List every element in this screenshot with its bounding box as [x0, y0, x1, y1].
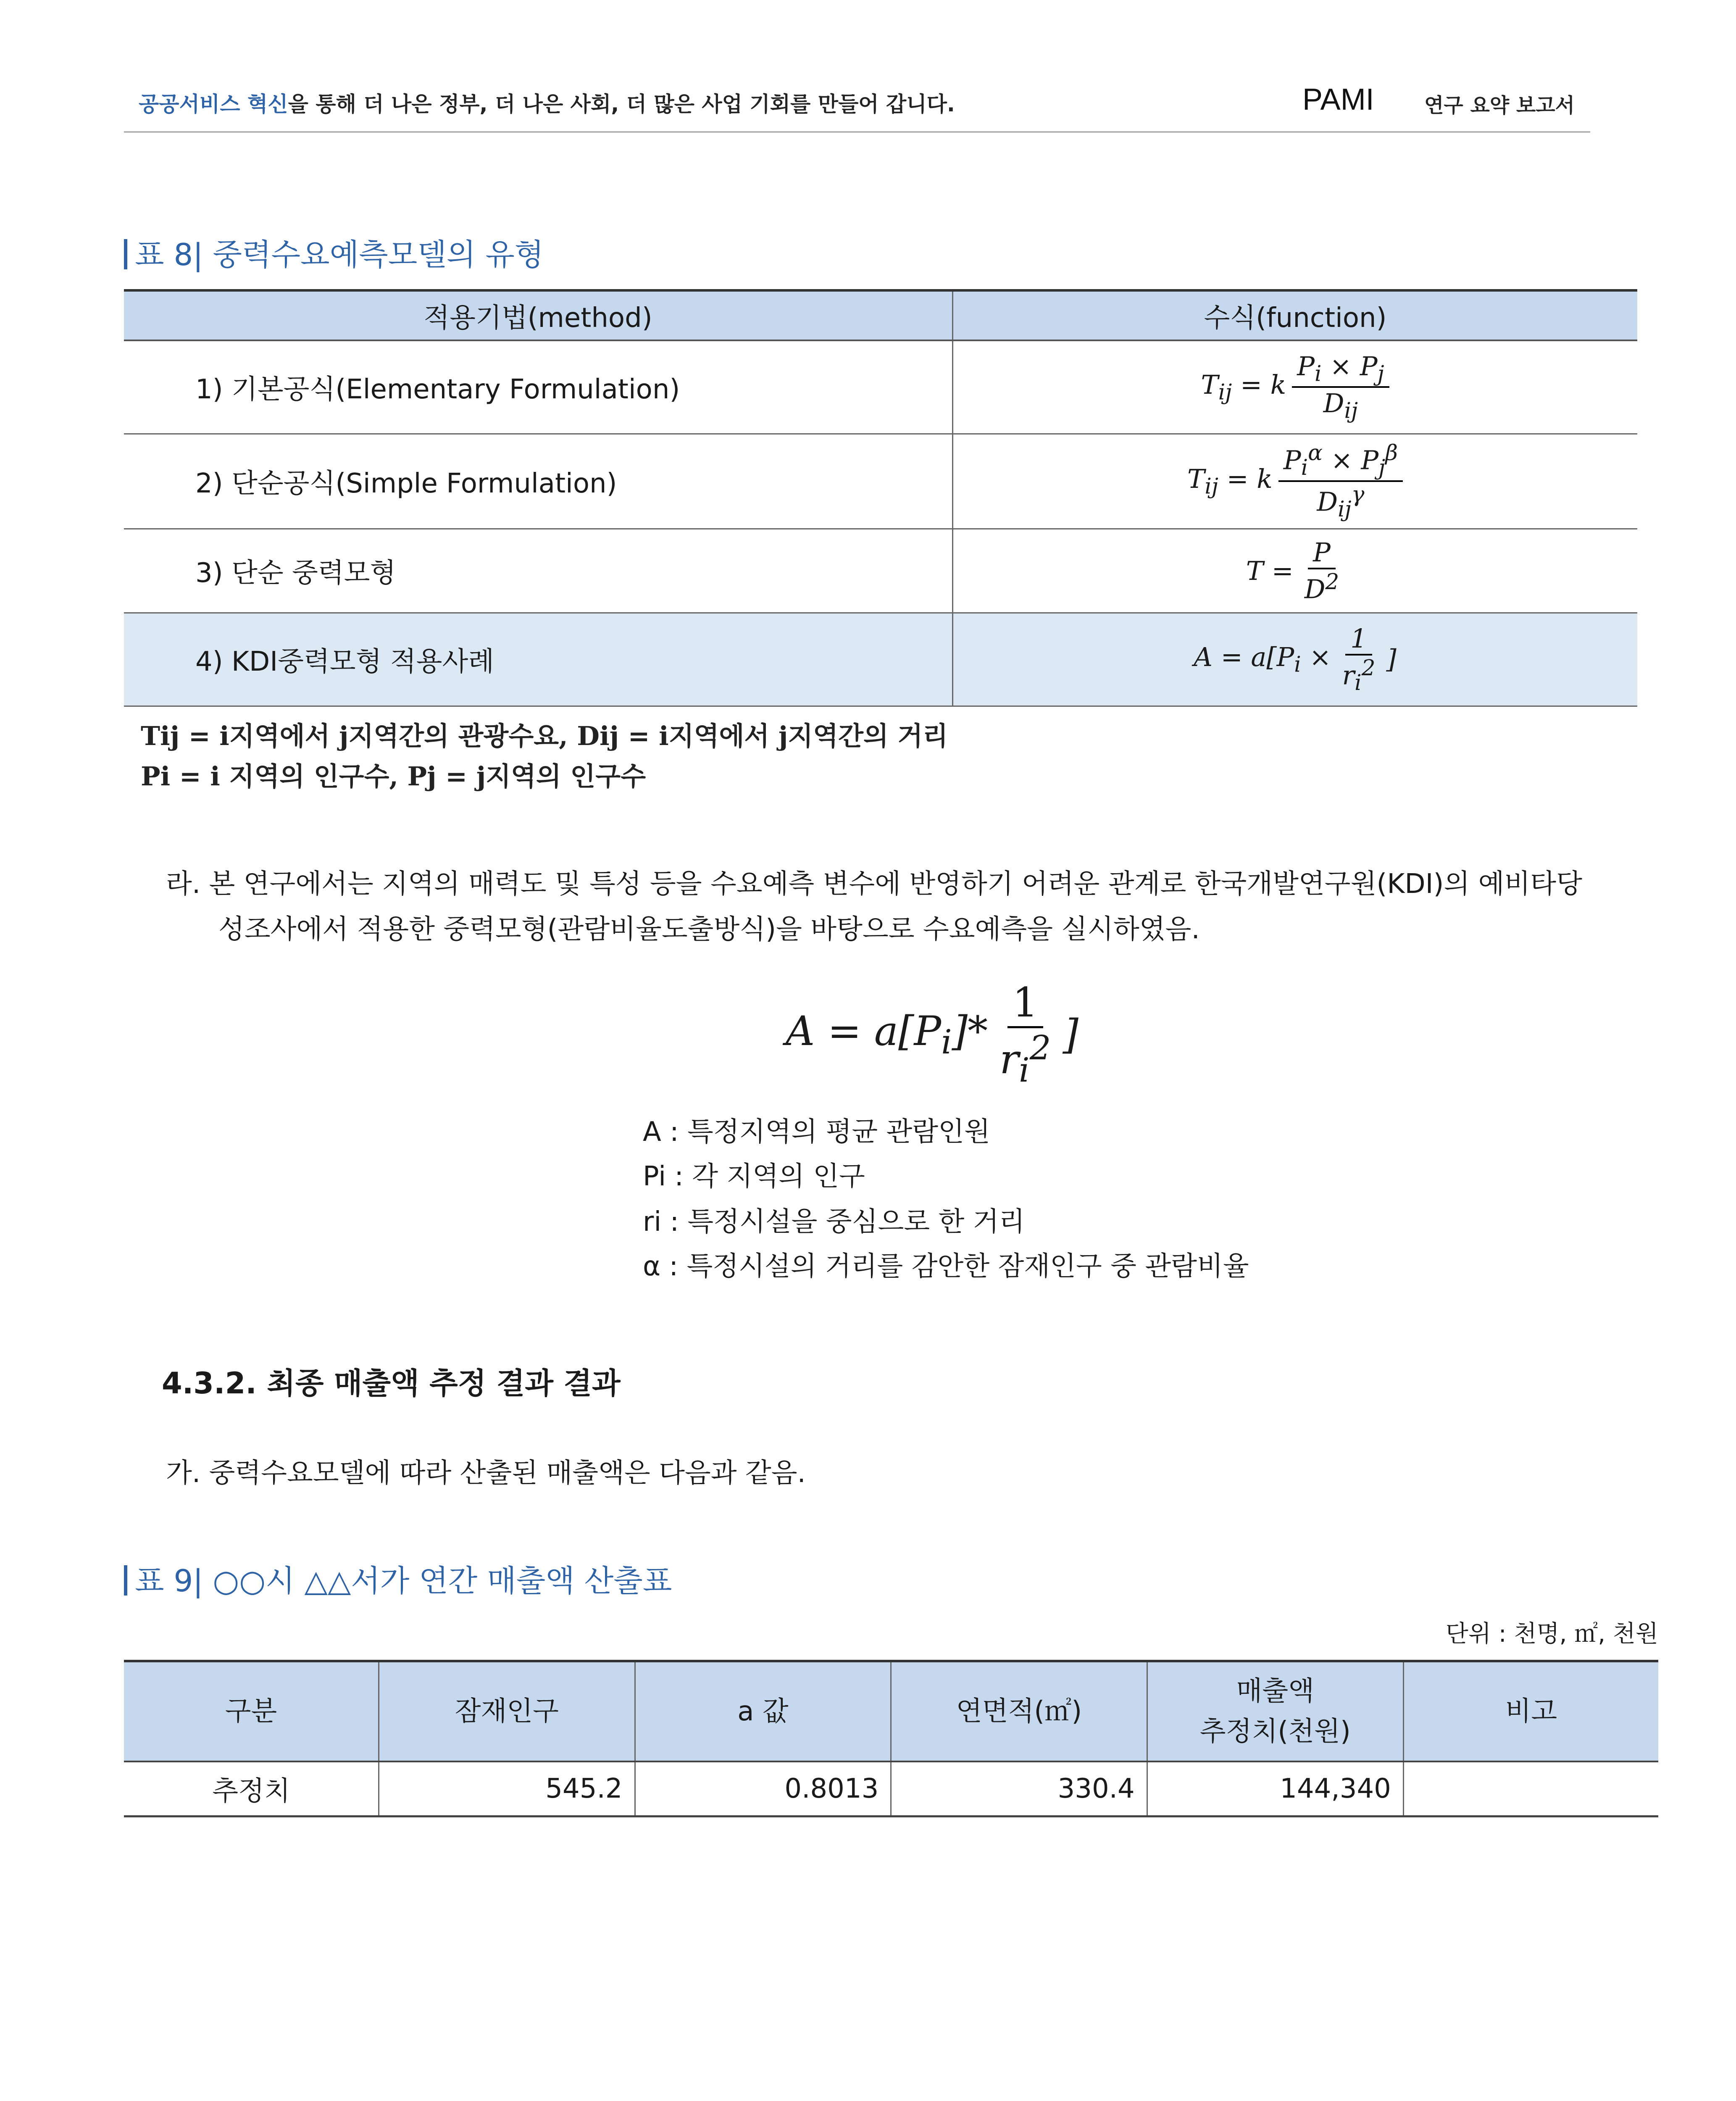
table9: [124, 1660, 1658, 1817]
formula-elementary: $T_{ij} = k$ $\frac{P_i \times P_j}{D_{ij}}$: [953, 340, 1638, 434]
table9-header-category: 구분: [124, 1661, 379, 1761]
table8-header-function: 수식(function): [953, 290, 1638, 340]
table8-method-cell: 2) 단순공식(Simple Formulation): [124, 434, 953, 529]
definition-alpha: α : 특정시설의 거리를 감안한 잠재인구 중 관람비율: [643, 1251, 1249, 1282]
table9-cell-sales: 144,340: [1147, 1761, 1403, 1817]
table8-title-text: 표 8| 중력수요예측모델의 유형: [135, 237, 544, 272]
table-row: [124, 613, 1637, 706]
title-bar-icon: [124, 239, 127, 269]
definition-a: A : 특정지역의 평균 관람인원: [643, 1116, 990, 1148]
table9-cell-note: [1403, 1761, 1658, 1817]
table8-legend-line1: Tij = i지역에서 j지역간의 관광수요, Dij = i지역에서 j지역간의 거리: [141, 721, 948, 751]
header-brand: PAMI: [1302, 83, 1374, 116]
table8: [124, 289, 1637, 707]
header-slogan-highlight: 공공서비스 혁신: [139, 92, 288, 116]
table8-title: [124, 230, 544, 274]
table9-cell-a-value: 0.8013: [635, 1761, 891, 1817]
table9-cell-population: 545.2: [379, 1761, 635, 1817]
table8-method-cell: 4) KDI중력모형 적용사례: [124, 613, 953, 706]
table8-method-cell: 3) 단순 중력모형: [124, 529, 953, 613]
table9-header-floor-area: 연면적(㎡): [891, 1661, 1147, 1761]
formula-kdi: $A = a[P_i$ × $\frac{1}{r_i^2}$ ]: [953, 613, 1638, 706]
paragraph-ra-line1: 라. 본 연구에서는 지역의 매력도 및 특성 등을 수요예측 변수에 반영하기 어려운 관계로 한국개발연구원(KDI)의 예비타당: [166, 869, 1582, 900]
kdi-formula: $A = a[P_i]*$ $\frac{1}{r_i^2}$ ]: [786, 979, 1078, 1090]
table-row: [124, 434, 1637, 529]
formula-simple: $T_{ij} = k$ $\frac{P_i^\alpha \times P_j^\beta}{D_{ij}^\gamma}$: [953, 434, 1638, 529]
section-heading: 4.3.2. 최종 매출액 추정 결과 결과: [162, 1366, 621, 1401]
table9-header-sales: 매출액 추정치(천원): [1147, 1661, 1403, 1761]
definition-ri: ri : 특정시설을 중심으로 한 거리: [643, 1206, 1025, 1237]
header-divider: [124, 131, 1590, 133]
table9-cell-category: 추정치: [124, 1761, 379, 1817]
table-row: [124, 340, 1637, 434]
table9-header-a-value: a 값: [635, 1661, 891, 1761]
table9-title: [124, 1556, 672, 1600]
table9-unit: 단위 : 천명, ㎡, 천원: [1445, 1620, 1658, 1648]
table8-method-cell: 1) 기본공식(Elementary Formulation): [124, 340, 953, 434]
paragraph-ga: 가. 중력수요모델에 따라 산출된 매출액은 다음과 같음.: [166, 1458, 806, 1489]
table9-header-population: 잠재인구: [379, 1661, 635, 1761]
table8-legend-line2: Pi = i 지역의 인구수, Pj = j지역의 인구수: [141, 761, 646, 792]
table9-cell-floor-area: 330.4: [891, 1761, 1147, 1817]
table9-header-note: 비고: [1403, 1661, 1658, 1761]
header-slogan-text: 을 통해 더 나은 정부, 더 나은 사회, 더 많은 사업 기회를 만들어 갑니다.: [288, 92, 955, 116]
table-row: [124, 529, 1637, 613]
title-bar-icon: [124, 1565, 127, 1595]
table8-header-method: 적용기법(method): [124, 290, 953, 340]
header-slogan: [139, 87, 955, 118]
table-row: [124, 1761, 1658, 1817]
paragraph-ra-line2: 성조사에서 적용한 중력모형(관람비율도출방식)을 바탕으로 수요예측을 실시하였음.: [218, 914, 1200, 945]
table9-header-row: [124, 1661, 1658, 1761]
definition-pi: Pi : 각 지역의 인구: [643, 1161, 865, 1192]
table8-header-row: [124, 290, 1637, 340]
table9-title-text: 표 9| ○○시 △△서가 연간 매출액 산출표: [135, 1563, 672, 1598]
header-report-type: 연구 요약 보고서: [1424, 94, 1575, 117]
formula-gravity: T = $\frac{P}{D^2}$: [953, 529, 1638, 613]
